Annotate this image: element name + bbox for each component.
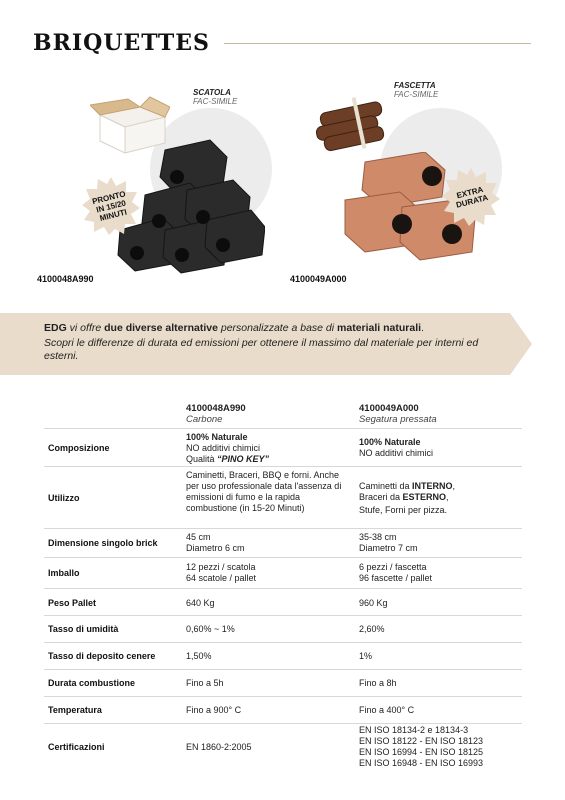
value-text: 100% Naturale — [186, 432, 248, 442]
row-value-2 — [359, 562, 519, 584]
product-left-caption-sub: FAC-SIMILE — [193, 97, 238, 106]
row-value-2: 1% — [359, 651, 373, 661]
table-row-composizione — [44, 428, 522, 466]
row-value-2 — [359, 437, 519, 459]
row-value-2 — [359, 725, 519, 769]
badge-right-text: EXTRA DURATA — [455, 184, 489, 210]
value-text: Diametro 7 cm — [359, 543, 418, 553]
row-value-1: EN 1860-2:2005 — [186, 742, 252, 752]
table-row-cenere — [44, 642, 522, 669]
product-left-caption — [193, 88, 237, 106]
row-label: Certificazioni — [48, 742, 105, 752]
row-label: Composizione — [48, 443, 110, 453]
row-value-1: 0,60% ~ 1% — [186, 624, 235, 634]
value-text: Caminetti da — [359, 481, 413, 491]
table-row-utilizzo — [44, 466, 522, 528]
column-header-2-sub: Segatura pressata — [359, 414, 437, 425]
value-text: Braceri da — [359, 492, 403, 502]
intro-fragment-3: personalizzate a base di — [217, 322, 338, 334]
product-left-caption-title: SCATOLA — [193, 88, 231, 97]
row-value-1: Fino a 5h — [186, 678, 224, 688]
product-right-code: 4100049A000 — [290, 274, 347, 284]
intro-fragment-5: . — [421, 322, 424, 334]
value-text: EN ISO 18122 - EN ISO 18123 — [359, 736, 484, 746]
value-text: “PINO KEY” — [217, 454, 270, 464]
row-label: Tasso di deposito cenere — [48, 651, 156, 661]
badge-left-text: PRONTO IN 15/20 MINUTI — [91, 188, 128, 223]
column-header-1 — [186, 403, 246, 425]
intro-text — [44, 322, 504, 363]
column-header-1-code: 4100048A990 — [186, 403, 246, 414]
product-right-caption-title: FASCETTA — [394, 81, 436, 90]
value-text: ESTERNO — [402, 492, 447, 502]
column-header-1-sub: Carbone — [186, 414, 223, 425]
table-row-imballo — [44, 557, 522, 588]
table-row-umidita — [44, 615, 522, 642]
row-label: Peso Pallet — [48, 598, 97, 608]
row-label: Imballo — [48, 568, 80, 578]
row-value-2 — [359, 481, 519, 516]
value-text: Diametro 6 cm — [186, 543, 245, 553]
intro-fragment-4: materiali naturali — [337, 322, 422, 334]
value-text: 100% Naturale — [359, 437, 421, 447]
value-text: NO additivi chimici — [359, 448, 434, 458]
row-label: Tasso di umidità — [48, 624, 119, 634]
value-text: 64 scatole / pallet — [186, 573, 257, 583]
row-value-2: 960 Kg — [359, 598, 388, 608]
row-value-1: 640 Kg — [186, 598, 215, 608]
table-row-durata — [44, 669, 522, 696]
column-header-2-code: 4100049A000 — [359, 403, 419, 414]
row-value-1: Fino a 900° C — [186, 705, 242, 715]
value-text: 12 pezzi / scatola — [186, 562, 256, 572]
brand-name: EDG — [44, 322, 67, 334]
product-right-caption — [394, 81, 438, 99]
intro-fragment-1: vi offre — [66, 322, 105, 334]
value-text: , — [446, 492, 449, 502]
product-right-caption-sub: FAC-SIMILE — [394, 90, 439, 99]
row-value-1: Caminetti, Braceri, BBQ e forni. Anche per uso professionale data l'assenza di emissioni di fumo e la rapida combustione (in 15-20 Minuti) — [186, 470, 342, 513]
row-label: Durata combustione — [48, 678, 136, 688]
value-text: INTERNO — [412, 481, 453, 491]
table-row-peso — [44, 588, 522, 615]
value-text: 6 pezzi / fascetta — [359, 562, 427, 572]
value-text: 35-38 cm — [359, 532, 397, 542]
row-value-1: 1,50% — [186, 651, 212, 661]
value-text: Qualità — [186, 454, 218, 464]
row-value-2: Fino a 400° C — [359, 705, 415, 715]
table-row-certificazioni — [44, 723, 522, 771]
intro-line-1 — [44, 322, 504, 335]
row-value-2: 2,60% — [359, 624, 385, 634]
table-row-temperatura — [44, 696, 522, 723]
value-text: EN ISO 16948 - EN ISO 16993 — [359, 758, 484, 768]
table-row-dimensione — [44, 528, 522, 557]
value-text: 45 cm — [186, 532, 211, 542]
row-value-2 — [359, 532, 519, 554]
value-text: Stufe, Forni per pizza. — [359, 505, 448, 515]
value-text: NO additivi chimici — [186, 443, 261, 453]
value-text: 96 fascette / pallet — [359, 573, 433, 583]
value-text: , — [452, 481, 456, 491]
row-value-1 — [186, 432, 351, 465]
row-value-1 — [186, 532, 351, 554]
title-divider — [224, 43, 531, 44]
value-text: EN ISO 18134-2 e 18134-3 — [359, 725, 469, 735]
row-label: Temperatura — [48, 705, 102, 715]
row-value-2: Fino a 8h — [359, 678, 397, 688]
value-text: EN ISO 16994 - EN ISO 18125 — [359, 747, 484, 757]
row-label: Dimensione singolo brick — [48, 538, 158, 548]
intro-line-2: Scopri le differenze di durata ed emissioni per ottenere il massimo dal materiale per interni ed esterni. — [44, 337, 479, 362]
bundle-image — [312, 87, 392, 152]
row-label: Utilizzo — [48, 493, 80, 503]
product-left-code: 4100048A990 — [37, 274, 94, 284]
page-title: BRIQUETTES — [33, 30, 210, 56]
intro-fragment-2: due diverse alternative — [104, 322, 218, 334]
column-header-2 — [359, 403, 437, 425]
row-value-1 — [186, 562, 351, 584]
